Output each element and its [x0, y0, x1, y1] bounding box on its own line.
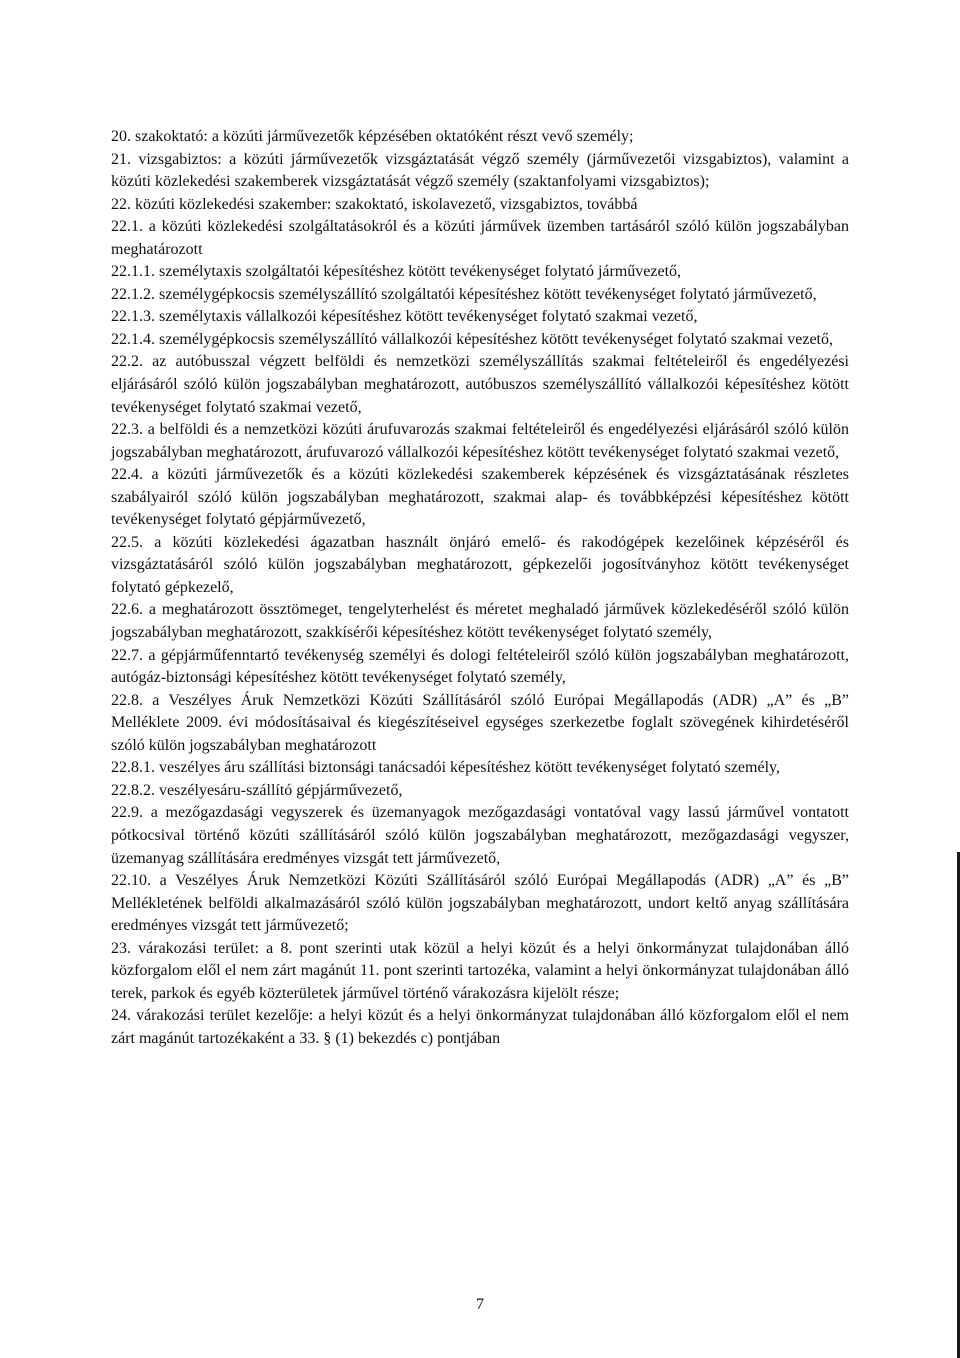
definition-paragraph: 22.1.2. személygépkocsis személyszállító szolgáltatói képesítéshez kötött tevékenységet folytató járművezető,: [111, 285, 817, 303]
page-number: 7: [476, 1296, 484, 1313]
definition-paragraph: 22. közúti közlekedési szakember: szakoktató, iskolavezető, vizsgabiztos, továbbá: [111, 195, 638, 213]
definition-paragraph: 22.5. a közúti közlekedési ágazatban használt önjáró emelő- és rakodógépek kezelőinek képzéséről és vizsgáztatásáról szóló külön jogszabályban meghatározott, gépkezelői jogosítványhoz kötött tevékenységet folytató gépkezelő,: [111, 533, 849, 596]
document-body: [111, 126, 849, 1050]
definition-paragraph: 22.1.1. személytaxis szolgáltatói képesítéshez kötött tevékenységet folytató járművezető,: [111, 263, 682, 281]
definition-paragraph: 22.8.2. veszélyesáru-szállító gépjárművezető,: [111, 781, 403, 799]
definition-paragraph: 22.1. a közúti közlekedési szolgáltatásokról és a közúti járművek üzemben tartásáról szóló külön jogszabályban meghatározott: [111, 218, 849, 258]
definition-paragraph: 24. várakozási terület kezelője: a helyi közút és a helyi önkormányzat tulajdonában álló közforgalom elől el nem zárt magánút tartozékaként a 33. § (1) bekezdés c) pontjában: [111, 1007, 849, 1047]
definition-paragraph: 22.2. az autóbusszal végzett belföldi és nemzetközi személyszállítás szakmai feltételeiről és engedélyezési eljárásáról szóló külön jogszabályban meghatározott, autóbuszos személyszállító vállalkozói képesítéshez kötött tevékenységet folytató szakmai vezető,: [111, 353, 849, 416]
definition-paragraph: 22.10. a Veszélyes Áruk Nemzetközi Közúti Szállításáról szóló Európai Megállapodás (ADR) „A” és „B” Mellékletének belföldi alkalmazásáról szóló külön jogszabályban meghatározott, undort keltő anyag szállítására eredményes vizsgát tett járművezető;: [111, 872, 849, 935]
definition-paragraph: 22.1.3. személytaxis vállalkozói képesítéshez kötött tevékenységet folytató szakmai vezető,: [111, 308, 698, 326]
definition-paragraph: 22.8.1. veszélyes áru szállítási biztonsági tanácsadói képesítéshez kötött tevékenységet folytató személy,: [111, 759, 780, 777]
definition-paragraph: 22.1.4. személygépkocsis személyszállító vállalkozói képesítéshez kötött tevékenységet folytató szakmai vezető,: [111, 330, 833, 348]
definition-paragraph: 22.3. a belföldi és a nemzetközi közúti árufuvarozás szakmai feltételeiről és engedélyezési eljárásáról szóló külön jogszabályban meghatározott, árufuvarozó vállalkozói képesítéshez kötött tevékenységet folytató szakmai vezető,: [111, 421, 849, 461]
definition-paragraph: 22.8. a Veszélyes Áruk Nemzetközi Közúti Szállításáról szóló Európai Megállapodás (ADR) „A” és „B” Melléklete 2009. évi módosításaival és kiegészítéseivel egységes szerkezetbe foglalt szövegének kihirdetéséről szóló külön jogszabályban meghatározott: [111, 691, 849, 754]
definition-paragraph: 21. vizsgabiztos: a közúti járművezetők vizsgáztatását végző személy (járművezetői vizsgabiztos), valamint a közúti közlekedési szakemberek vizsgáztatását végző személy (szaktanfolyami vizsgabiztos);: [111, 150, 849, 191]
definition-paragraph: 23. várakozási terület: a 8. pont szerinti utak közül a helyi közút és a helyi önkormányzat tulajdonában álló közforgalom elől el nem zárt magánút 11. pont szerinti tartozéka, valamint a helyi önkormányzat tulajdonában álló terek, parkok és egyéb közterületek járművel történő várakozásra kijelölt része;: [111, 939, 849, 1002]
definition-paragraph: 22.4. a közúti járművezetők és a közúti közlekedési szakemberek képzésének és vizsgáztatásának részletes szabályairól szóló külön jogszabályban meghatározott, szakmai alap- és továbbképzési képesítéshez kötött tevékenységet folytató gépjárművezető,: [111, 466, 849, 529]
definition-paragraph: 20. szakoktató: a közúti járművezetők képzésében oktatóként részt vevő személy;: [111, 128, 634, 145]
definition-paragraph: 22.6. a meghatározott össztömeget, tengelyterhelést és méretet meghaladó járművek közlekedéséről szóló külön jogszabályban meghatározott, szakkísérői képesítéshez kötött tevékenységet folytató személy,: [111, 601, 849, 642]
definition-paragraph: 22.9. a mezőgazdasági vegyszerek és üzemanyagok mezőgazdasági vontatóval vagy lassú járművel vontatott pótkocsival történő közúti szállításáról szóló külön jogszabályban meghatározott, mezőgazdasági vegyszer, üzemanyag szállítására eredményes vizsgát tett járművezető,: [111, 804, 849, 867]
definition-paragraph: 22.7. a gépjárműfenntartó tevékenység személyi és dologi feltételeiről szóló külön jogszabályban meghatározott, autógáz-biztonsági képesítéshez kötött tevékenységet folytató személy,: [111, 646, 849, 687]
